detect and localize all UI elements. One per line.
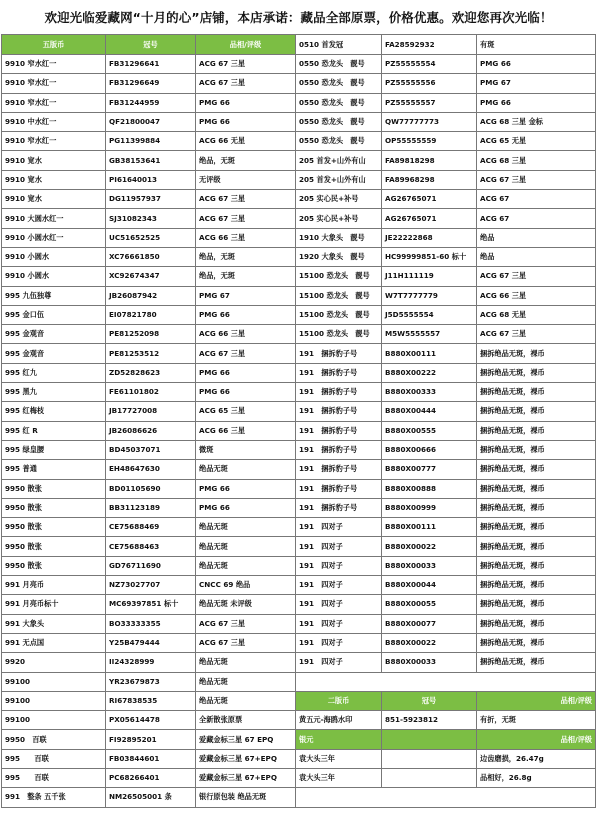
right-cell-grade: 捆拆绝品无斑，裸币: [477, 556, 596, 575]
right-cell-grade: 捆拆绝品无斑，裸币: [477, 614, 596, 633]
left-cell-serial: PE81253512: [106, 344, 196, 363]
table-row: [2, 749, 596, 768]
left-cell-name: 9910 宽水: [2, 190, 106, 209]
header-serial: 冠号: [106, 35, 196, 55]
table-row: [2, 402, 596, 421]
left-cell-name: 991 月亮币: [2, 576, 106, 595]
left-cell-serial: II24328999: [106, 653, 196, 672]
left-cell-serial: EI07821780: [106, 305, 196, 324]
left-cell-serial: BB31123189: [106, 498, 196, 517]
header-five-series: 五版币: [2, 35, 106, 55]
left-cell-grade: 绝品无斑: [196, 691, 296, 710]
right-cell-grade: 捆拆绝品无斑，裸币: [477, 537, 596, 556]
left-cell-grade: ACG 66 无星: [196, 132, 296, 151]
right-cell-serial: B880X00777: [382, 460, 477, 479]
table-row: [2, 93, 596, 112]
left-cell-name: 9950 百联: [2, 730, 106, 749]
left-cell-serial: EH48647630: [106, 460, 196, 479]
right-cell-grade: ACG 65 无星: [477, 132, 596, 151]
right-cell-serial: B880X00888: [382, 479, 477, 498]
left-cell-grade: ACG 67 三星: [196, 209, 296, 228]
right-cell-name: 191 四对子: [296, 653, 382, 672]
left-cell-name: 9910 窄水红一: [2, 55, 106, 74]
table-row: [2, 363, 596, 382]
right-cell-serial: B880X00022: [382, 537, 477, 556]
right-cell-grade: 捆拆绝品无斑，裸币: [477, 402, 596, 421]
right-cell-grade: 有折，无斑: [477, 711, 596, 730]
right-cell-name: 191 捆拆豹子号: [296, 421, 382, 440]
right-cell-serial: OP55555559: [382, 132, 477, 151]
table-row: [2, 190, 596, 209]
right-cell-serial: W7T7777779: [382, 286, 477, 305]
right-cell-serial: B880X00033: [382, 653, 477, 672]
left-cell-grade: 微斑: [196, 440, 296, 459]
right-cell-name: 191 四对子: [296, 518, 382, 537]
left-cell-name: 9910 小圆水: [2, 247, 106, 266]
right-cell-name: 205 首发+山外有山: [296, 170, 382, 189]
left-cell-grade: PMG 66: [196, 93, 296, 112]
right-cell-serial: B880X00022: [382, 633, 477, 652]
left-cell-name: 9910 窄水红一: [2, 74, 106, 93]
right-cell-grade: 捆拆绝品无斑，裸币: [477, 595, 596, 614]
table-row: [2, 286, 596, 305]
right-cell-serial: [382, 768, 477, 787]
left-cell-serial: CE75688469: [106, 518, 196, 537]
table-row: [2, 730, 596, 749]
left-cell-serial: DG11957937: [106, 190, 196, 209]
left-cell-serial: MC69397851 标十: [106, 595, 196, 614]
left-cell-grade: PMG 66: [196, 479, 296, 498]
table-row: [2, 421, 596, 440]
second-series-serial-header: 冠号: [382, 691, 477, 710]
right-cell-serial: 851-5923812: [382, 711, 477, 730]
right-cell-name: 191 四对子: [296, 614, 382, 633]
right-cell-serial: M5W5555557: [382, 325, 477, 344]
right-cell-grade: 捆拆绝品无斑，裸币: [477, 576, 596, 595]
right-cell-name: 191 捆拆豹子号: [296, 344, 382, 363]
left-cell-grade: 全新散张原票: [196, 711, 296, 730]
table-row: [2, 479, 596, 498]
right-cell-grade: ACG 67 三星: [477, 267, 596, 286]
silver-coin-blank-header: [382, 730, 477, 749]
left-cell-name: 9910 窄水红一: [2, 132, 106, 151]
right-cell-grade: PMG 66: [477, 93, 596, 112]
table-row: [2, 672, 596, 691]
right-empty-cell: [296, 672, 596, 691]
left-cell-name: 9910 大圆水红一: [2, 209, 106, 228]
right-cell-grade: 绝品: [477, 247, 596, 266]
table-row: [2, 768, 596, 787]
second-series-header: 二版币: [296, 691, 382, 710]
left-cell-name: 9950 散张: [2, 556, 106, 575]
table-row: [2, 74, 596, 93]
right-empty-cell: [296, 788, 596, 807]
left-cell-name: 9950 散张: [2, 537, 106, 556]
left-cell-grade: PMG 66: [196, 498, 296, 517]
table-row: [2, 383, 596, 402]
right-cell-name: 0550 恐龙头 靓号: [296, 132, 382, 151]
right-cell-grade: 捆拆绝品无斑，裸币: [477, 479, 596, 498]
left-cell-grade: 爱藏金标三星 67+EPQ: [196, 768, 296, 787]
right-cell-serial: HC99999851-60 标十: [382, 247, 477, 266]
right-cell-grade: 捆拆绝品无斑，裸币: [477, 363, 596, 382]
header-grade: 品相/评级: [196, 35, 296, 55]
left-cell-grade: 绝品无斑: [196, 653, 296, 672]
left-cell-serial: PI61640013: [106, 170, 196, 189]
right-cell-name: 0550 恐龙头 靓号: [296, 112, 382, 131]
left-cell-serial: GD76711690: [106, 556, 196, 575]
left-cell-serial: FB03844601: [106, 749, 196, 768]
right-cell-name: 袁大头三年: [296, 749, 382, 768]
right-cell-serial: B880X00033: [382, 556, 477, 575]
right-cell-name: 205 实心民+补号: [296, 209, 382, 228]
left-cell-name: 995 金观音: [2, 325, 106, 344]
shop-banner: 欢迎光临爱藏网“十月的心”店铺，本店承诺：藏品全部原票，价格优惠。欢迎您再次光临！: [44, 10, 553, 25]
right-cell-name: 205 首发+山外有山: [296, 151, 382, 170]
left-cell-name: 9910 窄水红一: [2, 93, 106, 112]
right-cell-serial: B880X00077: [382, 614, 477, 633]
left-cell-serial: ZD52828623: [106, 363, 196, 382]
right-cell-name: 15100 恐龙头 靓号: [296, 305, 382, 324]
left-cell-serial: JB17727008: [106, 402, 196, 421]
right-cell-grade: 捆拆绝品无斑，裸币: [477, 460, 596, 479]
right-cell-grade: 捆拆绝品无斑，裸币: [477, 498, 596, 517]
left-cell-serial: FE61101802: [106, 383, 196, 402]
silver-coin-grade-header: 品相/评级: [477, 730, 596, 749]
table-row: [2, 151, 596, 170]
table-row: [2, 440, 596, 459]
left-cell-name: 995 金口伍: [2, 305, 106, 324]
right-cell-serial: B880X00666: [382, 440, 477, 459]
left-cell-name: 995 百联: [2, 768, 106, 787]
left-cell-name: 9950 散张: [2, 518, 106, 537]
left-cell-grade: ACG 67 三星: [196, 614, 296, 633]
left-cell-serial: FB31296641: [106, 55, 196, 74]
right-cell-serial: FA28592932: [382, 35, 477, 55]
table-row: [2, 518, 596, 537]
left-cell-serial: FI92895201: [106, 730, 196, 749]
right-cell-serial: PZ55555557: [382, 93, 477, 112]
right-cell-name: 15100 恐龙头 靓号: [296, 286, 382, 305]
right-cell-serial: J11H111119: [382, 267, 477, 286]
right-cell-name: 191 捆拆豹子号: [296, 479, 382, 498]
right-cell-serial: B880X00222: [382, 363, 477, 382]
left-cell-grade: 绝品无斑: [196, 460, 296, 479]
left-cell-name: 99100: [2, 672, 106, 691]
table-row: [2, 132, 596, 151]
left-cell-grade: 绝品，无斑: [196, 247, 296, 266]
right-cell-serial: B880X00055: [382, 595, 477, 614]
listing-table: [1, 34, 596, 808]
left-cell-grade: PMG 66: [196, 112, 296, 131]
left-cell-serial: YR23679873: [106, 672, 196, 691]
left-cell-serial: FB31244959: [106, 93, 196, 112]
table-row: [2, 653, 596, 672]
left-cell-name: 995 红 R: [2, 421, 106, 440]
right-cell-name: 191 捆拆豹子号: [296, 440, 382, 459]
right-cell-grade: ACG 67: [477, 190, 596, 209]
right-cell-serial: B880X00044: [382, 576, 477, 595]
right-cell-grade: 品相好，26.8g: [477, 768, 596, 787]
right-cell-grade: 捆拆绝品无斑，裸币: [477, 653, 596, 672]
left-cell-name: 9910 小圆水: [2, 267, 106, 286]
table-row: [2, 556, 596, 575]
left-cell-serial: SJ31082343: [106, 209, 196, 228]
left-cell-grade: 绝品无斑: [196, 556, 296, 575]
left-cell-name: 99100: [2, 691, 106, 710]
header-row: [2, 35, 596, 55]
left-cell-serial: NM26505001 条: [106, 788, 196, 807]
right-cell-serial: PZ55555554: [382, 55, 477, 74]
right-cell-grade: 捆拆绝品无斑，裸币: [477, 440, 596, 459]
right-cell-grade: PMG 66: [477, 55, 596, 74]
left-cell-grade: 银行原包装 绝品无斑: [196, 788, 296, 807]
left-cell-name: 995 红九: [2, 363, 106, 382]
left-cell-grade: 绝品无斑 未评级: [196, 595, 296, 614]
left-cell-grade: ACG 67 三星: [196, 190, 296, 209]
right-cell-serial: B880X00555: [382, 421, 477, 440]
right-cell-grade: ACG 66 三星: [477, 286, 596, 305]
left-cell-grade: ACG 66 三星: [196, 421, 296, 440]
left-cell-serial: CE75688463: [106, 537, 196, 556]
left-cell-name: 9910 宽水: [2, 151, 106, 170]
right-cell-grade: ACG 68 三星 金标: [477, 112, 596, 131]
left-cell-serial: JB26087942: [106, 286, 196, 305]
left-cell-name: 9920: [2, 653, 106, 672]
right-cell-name: 1920 大象头 靓号: [296, 247, 382, 266]
left-cell-name: 995 百联: [2, 749, 106, 768]
left-cell-serial: XC92674347: [106, 267, 196, 286]
right-cell-grade: ACG 67: [477, 209, 596, 228]
right-cell-name: 191 捆拆豹子号: [296, 402, 382, 421]
right-cell-grade: ACG 68 三星: [477, 151, 596, 170]
left-cell-name: 995 黑九: [2, 383, 106, 402]
left-cell-grade: PMG 66: [196, 305, 296, 324]
right-cell-name: 袁大头三年: [296, 768, 382, 787]
table-row: [2, 788, 596, 807]
right-cell-serial: B880X00111: [382, 344, 477, 363]
table-row: [2, 460, 596, 479]
table-row: [2, 344, 596, 363]
right-cell-serial: B880X00333: [382, 383, 477, 402]
left-cell-serial: PX05614478: [106, 711, 196, 730]
right-cell-grade: 绝品: [477, 228, 596, 247]
left-cell-grade: 绝品无斑: [196, 537, 296, 556]
table-row: [2, 498, 596, 517]
table-row: [2, 228, 596, 247]
right-cell-name: 191 捆拆豹子号: [296, 498, 382, 517]
right-cell-grade: PMG 67: [477, 74, 596, 93]
right-cell-serial: FA89818298: [382, 151, 477, 170]
left-cell-grade: ACG 66 三星: [196, 228, 296, 247]
left-cell-name: 991 无点国: [2, 633, 106, 652]
table-row: [2, 576, 596, 595]
left-cell-serial: RI67838535: [106, 691, 196, 710]
right-cell-name: 15100 恐龙头 靓号: [296, 267, 382, 286]
table-row: [2, 711, 596, 730]
table-row: [2, 325, 596, 344]
right-cell-serial: PZ55555556: [382, 74, 477, 93]
right-cell-serial: B880X00444: [382, 402, 477, 421]
table-row: [2, 170, 596, 189]
second-series-grade-header: 品相/评级: [477, 691, 596, 710]
left-cell-grade: ACG 67 三星: [196, 344, 296, 363]
right-cell-grade: 捆拆绝品无斑，裸币: [477, 421, 596, 440]
right-cell-serial: AG26765071: [382, 190, 477, 209]
left-cell-grade: PMG 66: [196, 363, 296, 382]
left-cell-serial: BO33333355: [106, 614, 196, 633]
right-cell-name: 191 捆拆豹子号: [296, 460, 382, 479]
right-cell-name: 191 四对子: [296, 595, 382, 614]
left-cell-serial: NZ73027707: [106, 576, 196, 595]
left-cell-serial: GB38153641: [106, 151, 196, 170]
left-cell-serial: PG11399884: [106, 132, 196, 151]
right-cell-name: 191 捆拆豹子号: [296, 363, 382, 382]
left-cell-serial: JB26086626: [106, 421, 196, 440]
left-cell-name: 991 整条 五千张: [2, 788, 106, 807]
right-cell-serial: J5D5555554: [382, 305, 477, 324]
left-cell-serial: BD01105690: [106, 479, 196, 498]
left-cell-name: 9910 中水红一: [2, 112, 106, 131]
right-cell-serial: FA89968298: [382, 170, 477, 189]
left-cell-serial: PE81252098: [106, 325, 196, 344]
table-row: [2, 633, 596, 652]
left-cell-name: 9910 小圆水红一: [2, 228, 106, 247]
right-cell-grade: 捆拆绝品无斑，裸币: [477, 383, 596, 402]
right-cell-name: 15100 恐龙头 靓号: [296, 325, 382, 344]
left-cell-serial: QF21800047: [106, 112, 196, 131]
left-cell-name: 991 大象头: [2, 614, 106, 633]
left-cell-serial: XC76661850: [106, 247, 196, 266]
left-cell-name: 995 九伍独尊: [2, 286, 106, 305]
left-cell-grade: 无评级: [196, 170, 296, 189]
table-row: [2, 595, 596, 614]
left-cell-grade: PMG 67: [196, 286, 296, 305]
right-cell-name: 191 四对子: [296, 633, 382, 652]
right-cell-grade: ACG 67 三星: [477, 170, 596, 189]
left-cell-grade: ACG 66 三星: [196, 325, 296, 344]
left-cell-serial: UC51652525: [106, 228, 196, 247]
table-row: [2, 691, 596, 710]
left-cell-name: 995 金观音: [2, 344, 106, 363]
right-cell-grade: 捆拆绝品无斑，裸币: [477, 518, 596, 537]
left-cell-grade: ACG 67 三星: [196, 74, 296, 93]
left-cell-serial: PC68266401: [106, 768, 196, 787]
right-cell-name: 191 四对子: [296, 537, 382, 556]
table-row: [2, 614, 596, 633]
right-cell-serial: B880X00999: [382, 498, 477, 517]
left-cell-grade: PMG 66: [196, 383, 296, 402]
right-cell-name: 0550 恐龙头 靓号: [296, 74, 382, 93]
right-cell-name: 黄五元-海鸥水印: [296, 711, 382, 730]
right-cell-grade: 捆拆绝品无斑，裸币: [477, 633, 596, 652]
left-cell-grade: 绝品无斑: [196, 672, 296, 691]
table-row: [2, 112, 596, 131]
right-cell-name: 0550 恐龙头 靓号: [296, 55, 382, 74]
right-cell-grade: 捆拆绝品无斑，裸币: [477, 344, 596, 363]
right-cell-grade: 有斑: [477, 35, 596, 55]
right-cell-name: 205 实心民+补号: [296, 190, 382, 209]
left-cell-grade: 绝品，无斑: [196, 151, 296, 170]
right-cell-name: 0550 恐龙头 靓号: [296, 93, 382, 112]
left-cell-grade: ACG 67 三星: [196, 55, 296, 74]
left-cell-serial: Y25B479444: [106, 633, 196, 652]
right-cell-name: 191 四对子: [296, 576, 382, 595]
left-cell-grade: 绝品，无斑: [196, 267, 296, 286]
right-cell-serial: JE22222868: [382, 228, 477, 247]
right-cell-serial: QW77777773: [382, 112, 477, 131]
right-cell-grade: 边齿磨损，26.47g: [477, 749, 596, 768]
left-cell-serial: BD45037071: [106, 440, 196, 459]
right-cell-serial: [382, 749, 477, 768]
left-cell-name: 9950 散张: [2, 479, 106, 498]
right-cell-serial: AG26765071: [382, 209, 477, 228]
table-row: [2, 537, 596, 556]
left-cell-name: 991 月亮币标十: [2, 595, 106, 614]
left-cell-name: 9950 散张: [2, 498, 106, 517]
left-cell-name: 995 普通: [2, 460, 106, 479]
right-cell-name: 191 捆拆豹子号: [296, 383, 382, 402]
left-cell-grade: 爱藏金标三星 67+EPQ: [196, 749, 296, 768]
left-cell-name: 99100: [2, 711, 106, 730]
right-cell-name: 1910 大象头 靓号: [296, 228, 382, 247]
left-cell-name: 995 绿皇腰: [2, 440, 106, 459]
right-cell-grade: ACG 67 三星: [477, 325, 596, 344]
table-row: [2, 209, 596, 228]
left-cell-grade: ACG 67 三星: [196, 633, 296, 652]
silver-coin-header: 银元: [296, 730, 382, 749]
table-row: [2, 267, 596, 286]
left-cell-grade: 爱藏金标三星 67 EPQ: [196, 730, 296, 749]
left-cell-serial: FB31296649: [106, 74, 196, 93]
left-cell-grade: CNCC 69 绝品: [196, 576, 296, 595]
left-cell-grade: 绝品无斑: [196, 518, 296, 537]
right-cell-grade: ACG 68 无星: [477, 305, 596, 324]
table-row: [2, 55, 596, 74]
left-cell-name: 995 红梅枝: [2, 402, 106, 421]
table-row: [2, 305, 596, 324]
right-cell-name: 191 四对子: [296, 556, 382, 575]
left-cell-name: 9910 宽水: [2, 170, 106, 189]
left-cell-grade: ACG 65 三星: [196, 402, 296, 421]
right-cell-name: 0510 首发冠: [296, 35, 382, 55]
table-row: [2, 247, 596, 266]
right-cell-serial: B880X00111: [382, 518, 477, 537]
